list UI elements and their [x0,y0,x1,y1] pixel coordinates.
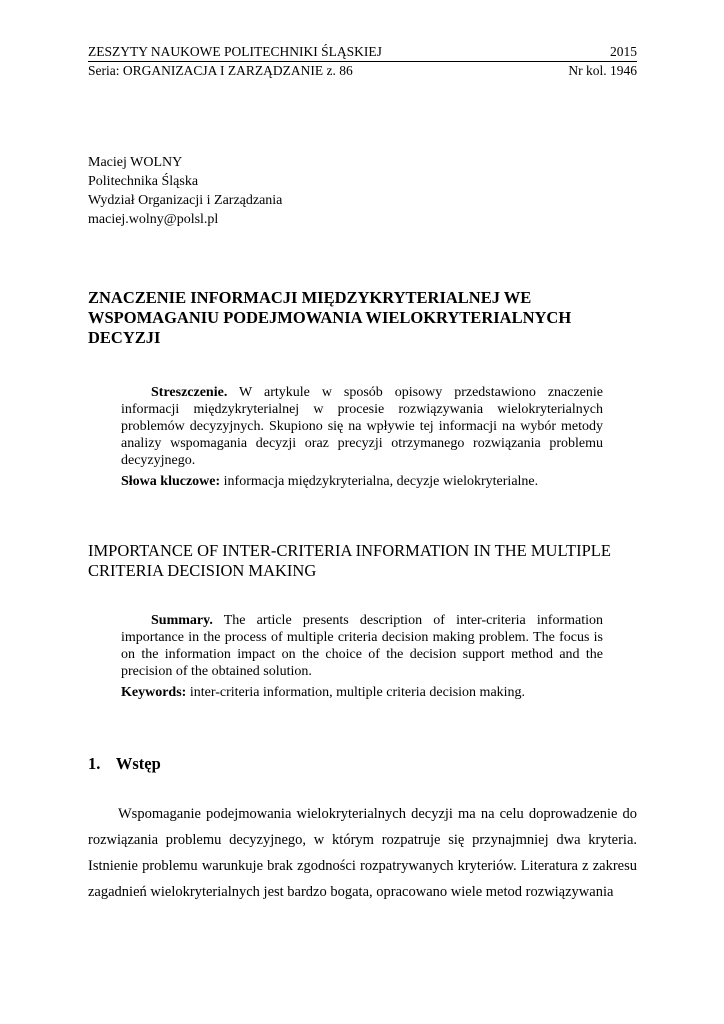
abstract-pl [121,384,603,490]
abstract-en-paragraph [121,612,603,680]
author-block [88,153,282,229]
running-header-line-1 [88,43,637,60]
body-text [88,801,637,905]
paper-title-pl: ZNACZENIE INFORMACJI MIĘDZYKRYTERIALNEJ WE WSPOMAGANIU PODEJMOWANIA WIELOKRYTERIALNYCH DECYZJI [88,288,572,347]
author-name: Maciej WOLNY [88,155,183,170]
publication-year: 2015 [610,44,637,59]
keywords-pl [121,473,603,490]
section-title: Wstęp [115,754,161,773]
keywords-pl-text: informacja międzykryterialna, decyzje wielokryterialne. [220,474,539,489]
keywords-pl-label: Słowa kluczowe: [121,474,221,489]
section-number: 1. [88,754,101,773]
author-university: Politechnika Śląska [88,174,199,189]
abstract-en [121,612,603,701]
running-header-line-2 [88,62,637,79]
author-faculty: Wydział Organizacji i Zarządzania [88,193,283,208]
issue-number: Nr kol. 1946 [568,63,637,78]
abstract-pl-paragraph [121,384,603,469]
section-heading [88,754,161,774]
keywords-en-text: inter-criteria information, multiple criteria decision making. [186,685,526,700]
abstract-en-label: Summary. [151,613,213,628]
keywords-en [121,684,603,701]
abstract-en-text: The article presents description of inter-criteria information importance in the process of multiple criteria decision making problem. The focus is on the information impact on the choice of the decision support method and the precision of the obtained solution. [121,613,603,679]
journal-name: ZESZYTY NAUKOWE POLITECHNIKI ŚLĄSKIEJ [88,44,382,59]
paper-title-en: IMPORTANCE OF INTER-CRITERIA INFORMATION IN THE MULTIPLE CRITERIA DECISION MAKING [88,541,611,580]
author-email: maciej.wolny@polsl.pl [88,212,219,227]
body-paragraph: Wspomaganie podejmowania wielokryterialnych decyzji ma na celu doprowadzenie do rozwiązania problemu decyzyjnego, w którym rozpatruje się przynajmniej dwa kryteria. Istnienie problemu warunkuje brak zgodności rozpatrywanych kryteriów. Literatura z zakresu zagadnień wielokryterialnych jest bardzo bogata, opracowano wiele metod rozwiązywania [88,806,637,900]
abstract-pl-label: Streszczenie. [151,385,228,400]
keywords-en-label: Keywords: [121,685,187,700]
series-name: Seria: ORGANIZACJA I ZARZĄDZANIE z. 86 [88,63,353,78]
abstract-pl-text: W artykule w sposób opisowy przedstawiono znaczenie informacji międzykryterialnej w procesie rozwiązywania wielokryterialnych problemów decyzyjnych. Skupiono się na wpływie tej informacji na wybór metody analizy wspomagania decyzji oraz precyzji otrzymanego rozwiązania problemu decyzyjnego. [121,385,603,468]
